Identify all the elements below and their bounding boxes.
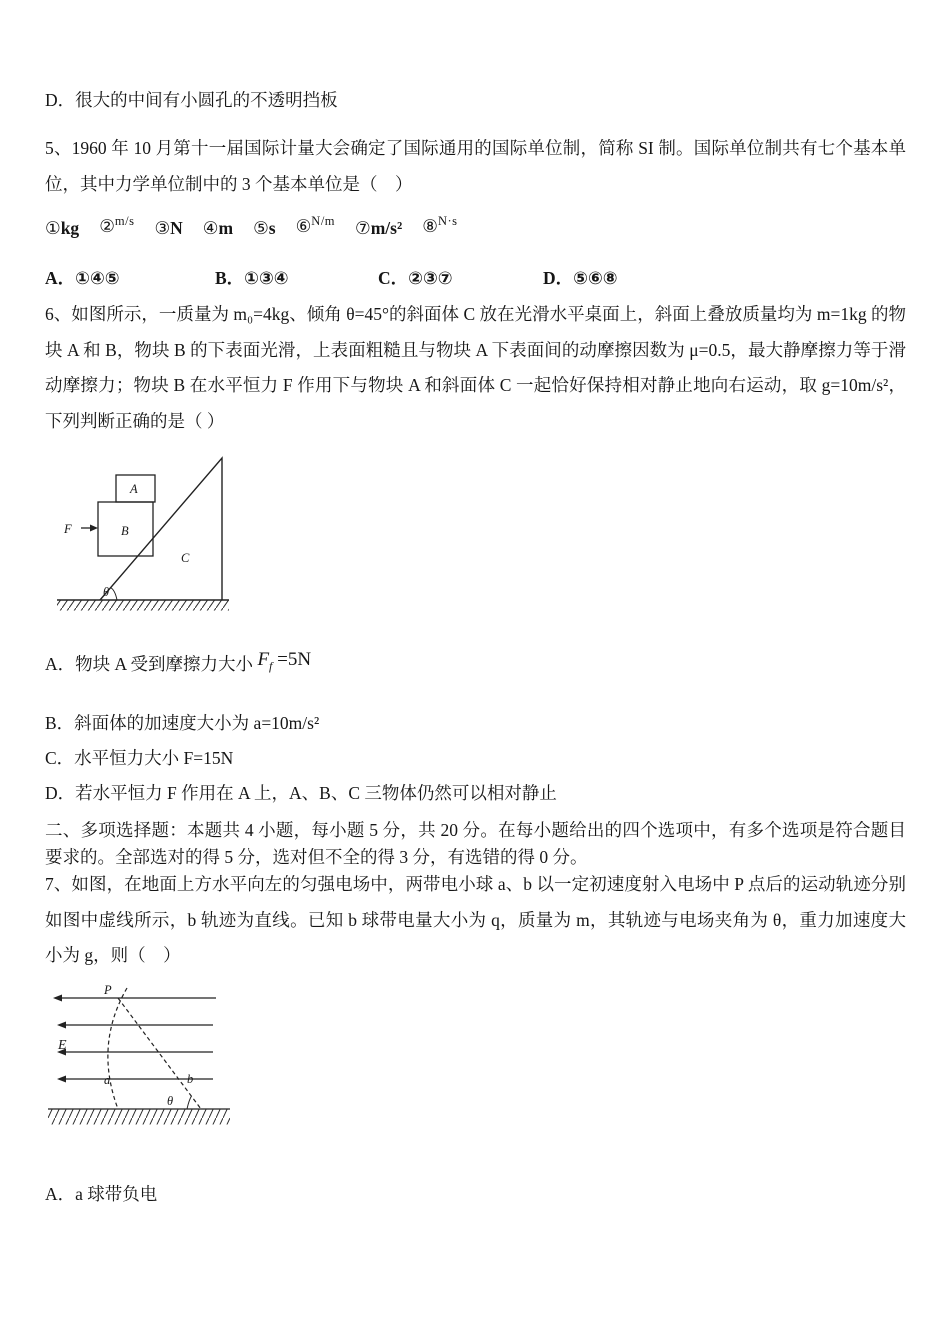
unit-number: ⑤ — [253, 218, 269, 238]
q7-figure-field — [48, 983, 248, 1138]
q6-figure-incline — [55, 448, 240, 620]
unit-text: m — [218, 218, 234, 238]
q5-option-a: A．①④⑤ — [45, 268, 120, 288]
unit-number: ④ — [202, 218, 219, 238]
unit-number: ⑧ — [422, 216, 438, 236]
unit-text: N — [170, 218, 183, 238]
q6-option-b: B．斜面体的加速度大小为 a=10m/s² — [45, 713, 320, 733]
block-b-label: B — [121, 524, 129, 538]
unit-text: N·s — [437, 214, 458, 228]
q5-stem: 5、1960 年 10 月第十一届国际计量大会确定了国际通用的国际单位制，简称 SI 制。国际单位制共有七个基本单位，其中力学单位制中的 3 个基本单位是（ ） — [45, 138, 906, 194]
unit-number: ① — [45, 218, 61, 238]
wedge-c-label: C — [181, 551, 190, 565]
force-arrowhead-icon — [90, 525, 98, 532]
q5-option-c: C．②③⑦ — [378, 268, 453, 288]
q5-option-d: D．⑤⑥⑧ — [543, 268, 618, 288]
section-2-header: 二、多项选择题：本题共 4 小题，每小题 5 分，共 20 分。在每小题给出的四个选项中，有多个选项是符合题目要求的。全部选对的得 5 分，选对但不全的得 3 分，有选错的得 0 分。 — [45, 820, 906, 867]
q5-units-row — [45, 215, 906, 239]
q6-option-a — [45, 648, 906, 687]
angle-arc — [111, 588, 118, 601]
q5-unit-item — [355, 217, 402, 239]
trajectory-b — [118, 998, 201, 1109]
unit-text: s — [268, 218, 276, 238]
q5-unit-item — [253, 217, 276, 239]
q6-option-c: C．水平恒力大小 F=15N — [45, 748, 234, 768]
q5-unit-item — [99, 215, 134, 239]
incline-triangle — [100, 458, 222, 600]
q5-options-row — [45, 267, 906, 291]
point-p-label: P — [104, 983, 112, 997]
ground-hatching-icon — [48, 1110, 230, 1125]
trajectory-a-label: a — [104, 1073, 111, 1087]
unit-text: m/s² — [370, 218, 403, 238]
q5-unit-item — [296, 215, 335, 239]
unit-number: ③ — [154, 218, 171, 238]
q5-unit-item — [422, 215, 457, 239]
theta-label: θ — [103, 585, 110, 599]
unit-number: ⑥ — [295, 216, 312, 236]
block-a-label: A — [130, 482, 138, 496]
q4-option-d: D．很大的中间有小圆孔的不透明挡板 — [45, 90, 338, 110]
q6-option-d: D．若水平恒力 F 作用在 A 上，A、B、C 三物体仍然可以相对静止 — [45, 783, 557, 803]
unit-number: ⑦ — [355, 218, 371, 238]
field-arrowhead-icon — [57, 1076, 66, 1083]
theta-label: θ — [167, 1094, 174, 1108]
q5-unit-item — [45, 217, 79, 239]
q7-stem: 7、如图，在地面上方水平向左的匀强电场中，两带电小球 a、b 以一定初速度射入电场中 P 点后的运动轨迹分别如图中虚线所示，b 轨迹为直线。已知 b 球带电量大小为 q，质量为 m，其轨迹与电场夹角为 θ，重力加速度大小为 g，则（ ） — [45, 874, 906, 965]
unit-number: ② — [99, 216, 115, 236]
field-arrowhead-icon — [53, 995, 62, 1002]
ground-hatching-icon — [57, 601, 229, 611]
formula-sub: f — [269, 658, 273, 673]
q6-option-a-text: A．物块 A 受到摩擦力大小 — [45, 654, 254, 674]
field-e-label: E — [58, 1038, 67, 1053]
q5-option-b: B．①③④ — [215, 268, 289, 288]
q5-unit-item — [203, 217, 233, 239]
formula-value: =5N — [272, 649, 312, 670]
formula-var: F — [257, 649, 270, 670]
q6-stem: 6、如图所示，一质量为 m₀=4kg、倾角 θ=45°的斜面体 C 放在光滑水平桌面上，斜面上叠放质量均为 m=1kg 的物块 A 和 B，物块 B 的下表面光滑，上表面粗糙且与物块 A 下表面间的动摩擦因数为 μ=0.5，最大静摩擦力等于滑动摩擦力；物块 B 在水平恒力 F 作用下与物块 A 和斜面体 C 一起恰好保持相对静止地向右运动，取 g=10m/s²，下列判断正确的是（ ） — [45, 304, 906, 431]
unit-text: kg — [60, 218, 80, 238]
field-arrowhead-icon — [57, 1022, 66, 1029]
unit-text: N/m — [311, 214, 336, 228]
trajectory-b-label: b — [187, 1072, 194, 1086]
unit-text: m/s — [114, 214, 135, 228]
q5-unit-item — [154, 217, 182, 239]
q7-option-a: A．a 球带负电 — [45, 1184, 158, 1204]
force-label: F — [64, 522, 72, 536]
friction-formula — [257, 649, 312, 673]
angle-arc — [187, 1096, 192, 1109]
